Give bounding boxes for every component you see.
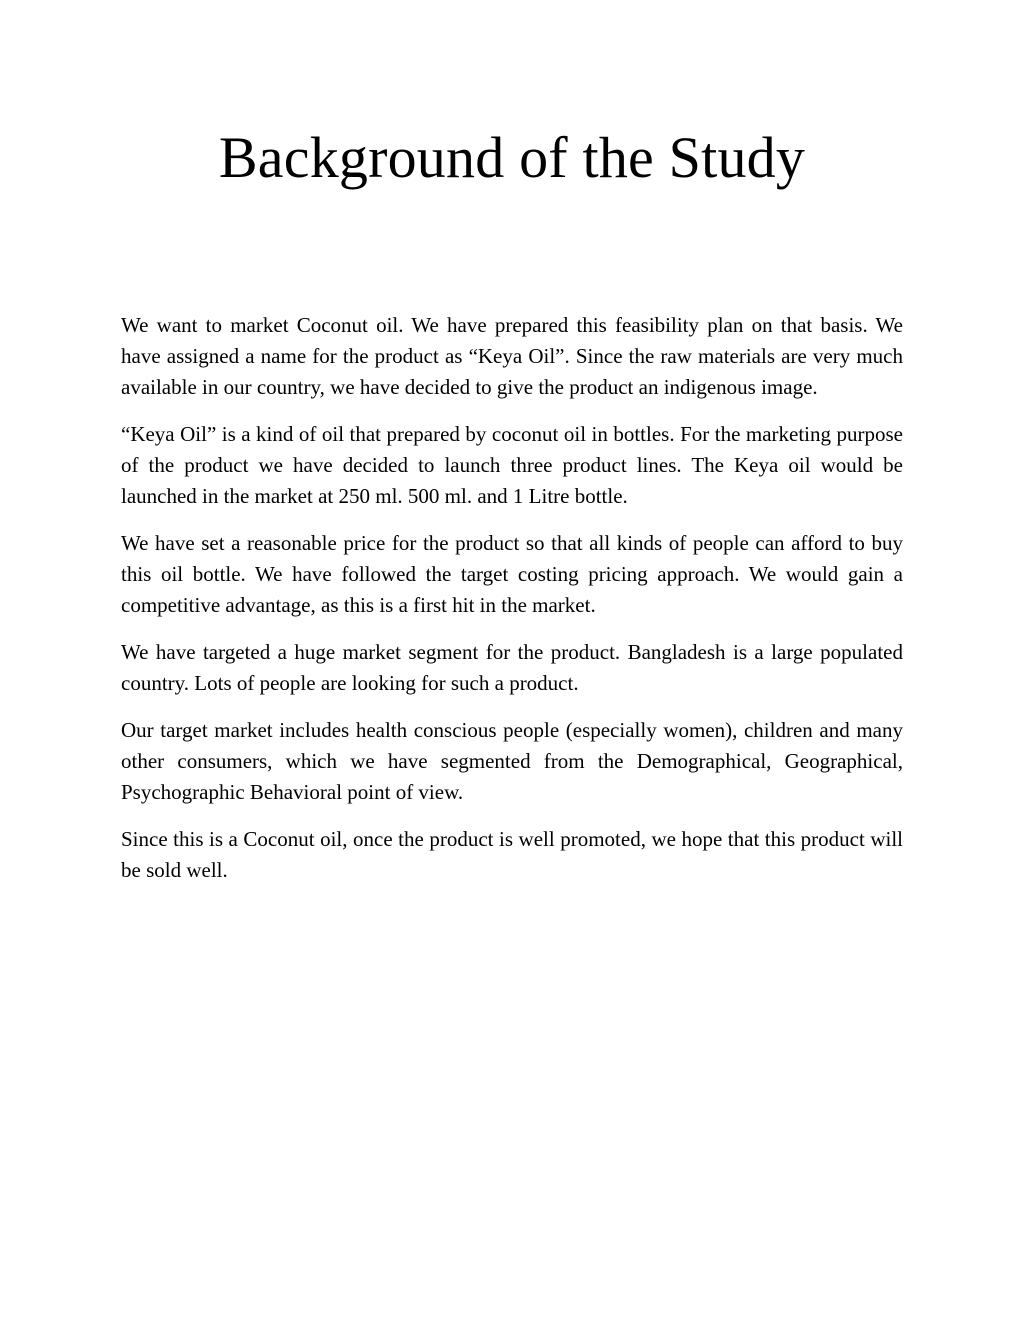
paragraph-target-market: Our target market includes health conscious people (especially women), children and many other consumers, which we have segmented from the Demographical, Geographical, Psychographic Behavioral point of view. bbox=[121, 718, 903, 804]
paragraph-intro: We want to market Coconut oil. We have prepared this feasibility plan on that basis. We have assigned a name for the product as “Keya Oil”. Since the raw materials are very much available in our country, we have decided to give the product an indigenous image. bbox=[121, 313, 903, 399]
paragraph-conclusion: Since this is a Coconut oil, once the product is well promoted, we hope that this product will be sold well. bbox=[121, 827, 903, 882]
document-body bbox=[121, 310, 903, 902]
page-title: Background of the Study bbox=[218, 125, 806, 190]
paragraph-product-lines: “Keya Oil” is a kind of oil that prepared by coconut oil in bottles. For the marketing purpose of the product we have decided to launch three product lines. The Keya oil would be launched in the market at 250 ml. 500 ml. and 1 Litre bottle. bbox=[121, 422, 903, 508]
paragraph-pricing: We have set a reasonable price for the product so that all kinds of people can afford to buy this oil bottle. We have followed the target costing pricing approach. We would gain a competitive advantage, as this is a first hit in the market. bbox=[121, 531, 903, 617]
paragraph-market-segment: We have targeted a huge market segment for the product. Bangladesh is a large populated country. Lots of people are looking for such a product. bbox=[121, 640, 903, 695]
